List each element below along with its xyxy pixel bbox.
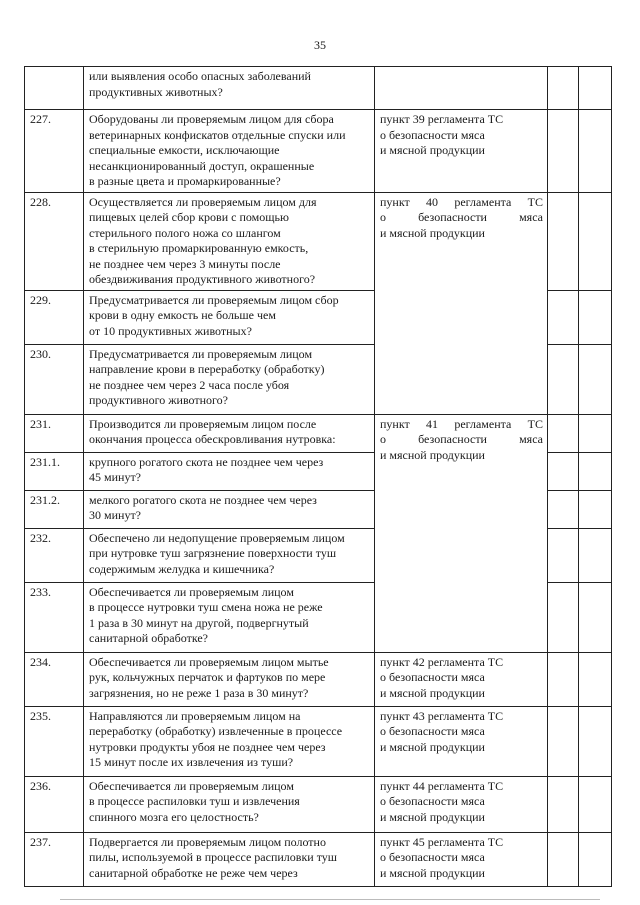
note-cell[interactable] <box>579 652 612 706</box>
question-cell: Подвергается ли проверяемым лицом полотно пилы, используемой в процессе распиловки туш санитарной обработке не реже чем через <box>84 832 375 886</box>
item-number: 235. <box>25 706 84 776</box>
note-cell[interactable] <box>579 490 612 528</box>
answer-cell[interactable] <box>548 344 579 414</box>
question-cell: мелкого рогатого скота не позднее чем через 30 минут? <box>84 490 375 528</box>
reference-cell: пункт 40 регламента ТС о безопасности мяса и мясной продукции <box>375 192 548 414</box>
item-number: 236. <box>25 776 84 832</box>
question-cell: крупного рогатого скота не позднее чем через 45 минут? <box>84 452 375 490</box>
question-cell: Направляются ли проверяемым лицом на переработку (обработку) извлеченные в процессе нутровки продукты убоя не позднее чем через 15 минут после их извлечения из туши? <box>84 706 375 776</box>
answer-cell[interactable] <box>548 652 579 706</box>
question-cell: Предусматривается ли проверяемым лицом сбор крови в одну емкость не больше чем от 10 продуктивных животных? <box>84 290 375 344</box>
note-cell[interactable] <box>579 344 612 414</box>
question-cell: Обеспечивается ли проверяемым лицом в процессе распиловки туш и извлечения спинного мозга его целостность? <box>84 776 375 832</box>
question-cell: Обеспечивается ли проверяемым лицом в процессе нутровки туш смена ножа не реже 1 раза в 30 минут на другой, подвергнутый санитарной обработке? <box>84 582 375 652</box>
item-number: 232. <box>25 528 84 582</box>
note-cell[interactable] <box>579 582 612 652</box>
note-cell[interactable] <box>579 706 612 776</box>
table-row <box>25 706 612 776</box>
note-cell[interactable] <box>579 67 612 110</box>
answer-cell[interactable] <box>548 582 579 652</box>
reference-cell: пункт 44 регламента ТС о безопасности мяса и мясной продукции <box>375 776 548 832</box>
table-row <box>25 832 612 886</box>
answer-cell[interactable] <box>548 67 579 110</box>
note-cell[interactable] <box>579 192 612 290</box>
note-cell[interactable] <box>579 110 612 193</box>
answer-cell[interactable] <box>548 528 579 582</box>
note-cell[interactable] <box>579 832 612 886</box>
question-cell: или выявления особо опасных заболеваний продуктивных животных? <box>84 67 375 110</box>
answer-cell[interactable] <box>548 452 579 490</box>
reference-cell <box>375 67 548 110</box>
note-cell[interactable] <box>579 290 612 344</box>
answer-cell[interactable] <box>548 414 579 452</box>
question-cell: Оборудованы ли проверяемым лицом для сбора ветеринарных конфискатов отдельные спуски или специальные емкости, исключающие несанкционированный доступ, окрашенные в разные цвета и промаркированные? <box>84 110 375 193</box>
item-number: 237. <box>25 832 84 886</box>
answer-cell[interactable] <box>548 192 579 290</box>
answer-cell[interactable] <box>548 290 579 344</box>
checklist-table <box>24 66 612 887</box>
item-number: 230. <box>25 344 84 414</box>
note-cell[interactable] <box>579 414 612 452</box>
item-number: 229. <box>25 290 84 344</box>
item-number: 227. <box>25 110 84 193</box>
question-cell: Предусматривается ли проверяемым лицом направление крови в переработку (обработку) не позднее чем через 2 часа после убоя продуктивного животного? <box>84 344 375 414</box>
reference-cell: пункт 42 регламента ТС о безопасности мяса и мясной продукции <box>375 652 548 706</box>
item-number: 231. <box>25 414 84 452</box>
item-number: 233. <box>25 582 84 652</box>
reference-cell: пункт 41 регламента ТС о безопасности мяса и мясной продукции <box>375 414 548 652</box>
answer-cell[interactable] <box>548 776 579 832</box>
table-row <box>25 776 612 832</box>
table-row <box>25 414 612 452</box>
question-cell: Обеспечено ли недопущение проверяемым лицом при нутровке туш загрязнение поверхности туш содержимым желудка и кишечника? <box>84 528 375 582</box>
answer-cell[interactable] <box>548 832 579 886</box>
item-number: 231.1. <box>25 452 84 490</box>
table-row <box>25 652 612 706</box>
table-row <box>25 192 612 290</box>
reference-cell: пункт 45 регламента ТС о безопасности мяса и мясной продукции <box>375 832 548 886</box>
question-cell: Производится ли проверяемым лицом после окончания процесса обескровливания нутровка: <box>84 414 375 452</box>
answer-cell[interactable] <box>548 490 579 528</box>
note-cell[interactable] <box>579 452 612 490</box>
item-number <box>25 67 84 110</box>
item-number: 234. <box>25 652 84 706</box>
item-number: 231.2. <box>25 490 84 528</box>
reference-cell: пункт 43 регламента ТС о безопасности мяса и мясной продукции <box>375 706 548 776</box>
answer-cell[interactable] <box>548 706 579 776</box>
answer-cell[interactable] <box>548 110 579 193</box>
table-row <box>25 110 612 193</box>
item-number: 228. <box>25 192 84 290</box>
page-bottom-edge <box>60 899 600 900</box>
note-cell[interactable] <box>579 776 612 832</box>
question-cell: Осуществляется ли проверяемым лицом для пищевых целей сбор крови с помощью стерильного полого ножа со шлангом в стерильную промаркированную емкость, не позднее чем через 3 минуты после обездвиживания продуктивного животного? <box>84 192 375 290</box>
reference-cell: пункт 39 регламента ТС о безопасности мяса и мясной продукции <box>375 110 548 193</box>
question-cell: Обеспечивается ли проверяемым лицом мытье рук, кольчужных перчаток и фартуков по мере загрязнения, но не реже 1 раза в 30 минут? <box>84 652 375 706</box>
note-cell[interactable] <box>579 528 612 582</box>
table-row <box>25 67 612 110</box>
page-number: 35 <box>314 38 326 52</box>
